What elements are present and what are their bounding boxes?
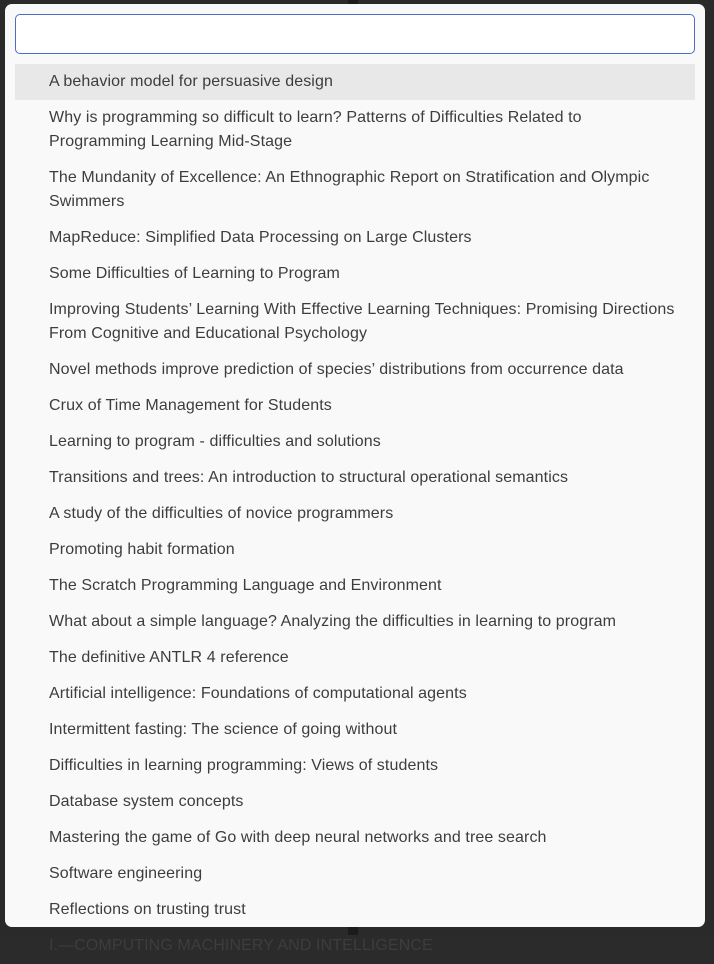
result-item[interactable]: Artificial intelligence: Foundations of computational agents [49,685,467,702]
result-item[interactable]: Improving Students’ Learning With Effective Learning Techniques: Promising Directions From Cognitive and Educational Psychology [49,301,675,342]
result-item[interactable]: Mastering the game of Go with deep neural networks and tree search [49,829,547,846]
result-item[interactable]: The definitive ANTLR 4 reference [49,649,289,666]
result-item[interactable]: The Mundanity of Excellence: An Ethnographic Report on Stratification and Olympic Swimmers [49,169,650,210]
result-item[interactable]: What about a simple language? Analyzing the difficulties in learning to program [49,613,617,630]
result-item[interactable]: Reflections on trusting trust [49,901,246,918]
result-item[interactable]: Some Difficulties of Learning to Program [49,265,340,282]
result-item[interactable]: MapReduce: Simplified Data Processing on Large Clusters [49,229,472,246]
result-item[interactable]: Learning to program - difficulties and solutions [49,433,381,450]
result-item[interactable]: The Scratch Programming Language and Environment [49,577,442,594]
result-item[interactable]: A behavior model for persuasive design [15,64,695,100]
quick-switcher-palette [5,4,705,954]
result-item[interactable]: Transitions and trees: An introduction to structural operational semantics [49,469,569,486]
result-item[interactable]: Novel methods improve prediction of species’ distributions from occurrence data [49,361,624,378]
result-item[interactable]: Promoting habit formation [49,541,235,558]
result-item[interactable]: I.—COMPUTING MACHINERY AND INTELLIGENCE [49,937,433,954]
result-item[interactable]: Software engineering [49,865,203,882]
results-list [15,64,695,964]
result-item[interactable]: Why is programming so difficult to learn? Patterns of Difficulties Related to Programming Learning Mid-Stage [49,109,582,150]
result-item[interactable]: Difficulties in learning programming: Views of students [49,757,439,774]
search-input[interactable] [15,14,695,54]
result-item[interactable]: Database system concepts [49,793,244,810]
result-item[interactable]: Intermittent fasting: The science of going without [49,721,398,738]
result-item[interactable]: Crux of Time Management for Students [49,397,332,414]
result-item[interactable]: A study of the difficulties of novice programmers [49,505,394,522]
